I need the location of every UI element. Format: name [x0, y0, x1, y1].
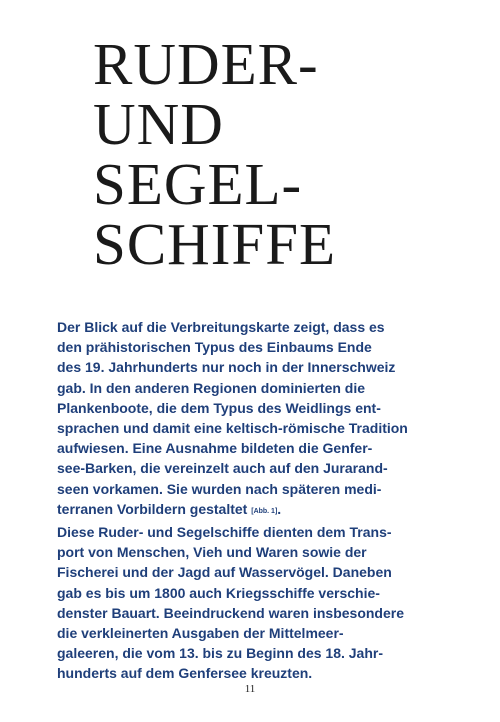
body-line: galeeren, die vom 13. bis zu Beginn des 18. Jahr- [57, 645, 383, 662]
title-line: SCHIFFE [93, 211, 337, 277]
body-line: gab. In den anderen Regionen dominierten die [57, 379, 366, 396]
body-line: Fischerei und der Jagd auf Wasservögel. Daneben [57, 564, 392, 581]
page-title [93, 31, 337, 277]
body-line: gab es bis um 1800 auch Kriegsschiffe verschie- [57, 584, 380, 601]
title-line: UND [93, 91, 224, 157]
body-line: Der Blick auf die Verbreitungskarte zeigt, dass es [57, 319, 385, 335]
body-line: denster Bauart. Beeindruckend waren insbesondere [57, 604, 404, 621]
title-line: SEGEL- [93, 151, 303, 217]
body-line: aufwiesen. Eine Ausnahme bildeten die Genfer- [57, 440, 373, 457]
body-line-text: terranen Vorbildern gestaltet [57, 500, 248, 517]
body-line: hunderts auf dem Genfersee kreuzten. [57, 665, 313, 682]
body-line: port von Menschen, Vieh und Waren sowie der [57, 544, 367, 561]
body-text [57, 317, 452, 684]
body-line: Plankenboote, die dem Typus des Weidlings ent- [57, 399, 381, 416]
body-line: seen vorkamen. Sie wurden nach späteren medi- [57, 480, 382, 497]
body-line: des 19. Jahrhunderts nur noch in der Innerschweiz [57, 359, 396, 376]
body-line: see-Barken, die vereinzelt auch auf den Jurarand- [57, 460, 388, 477]
figure-reference[interactable]: [Abb. 1] [251, 507, 278, 515]
body-line: die verkleinerten Ausgaben der Mittelmeer- [57, 625, 344, 642]
page-number: 11 [244, 683, 256, 695]
body-line-with-reference [57, 499, 452, 522]
title-line: RUDER- [93, 31, 319, 97]
body-line: Diese Ruder- und Segelschiffe dienten dem Trans- [57, 524, 392, 541]
body-line: sprachen und damit eine keltisch-römische Tradition [57, 420, 408, 437]
sentence-period: . [277, 500, 282, 517]
body-line: den prähistorischen Typus des Einbaums Ende [57, 339, 372, 356]
